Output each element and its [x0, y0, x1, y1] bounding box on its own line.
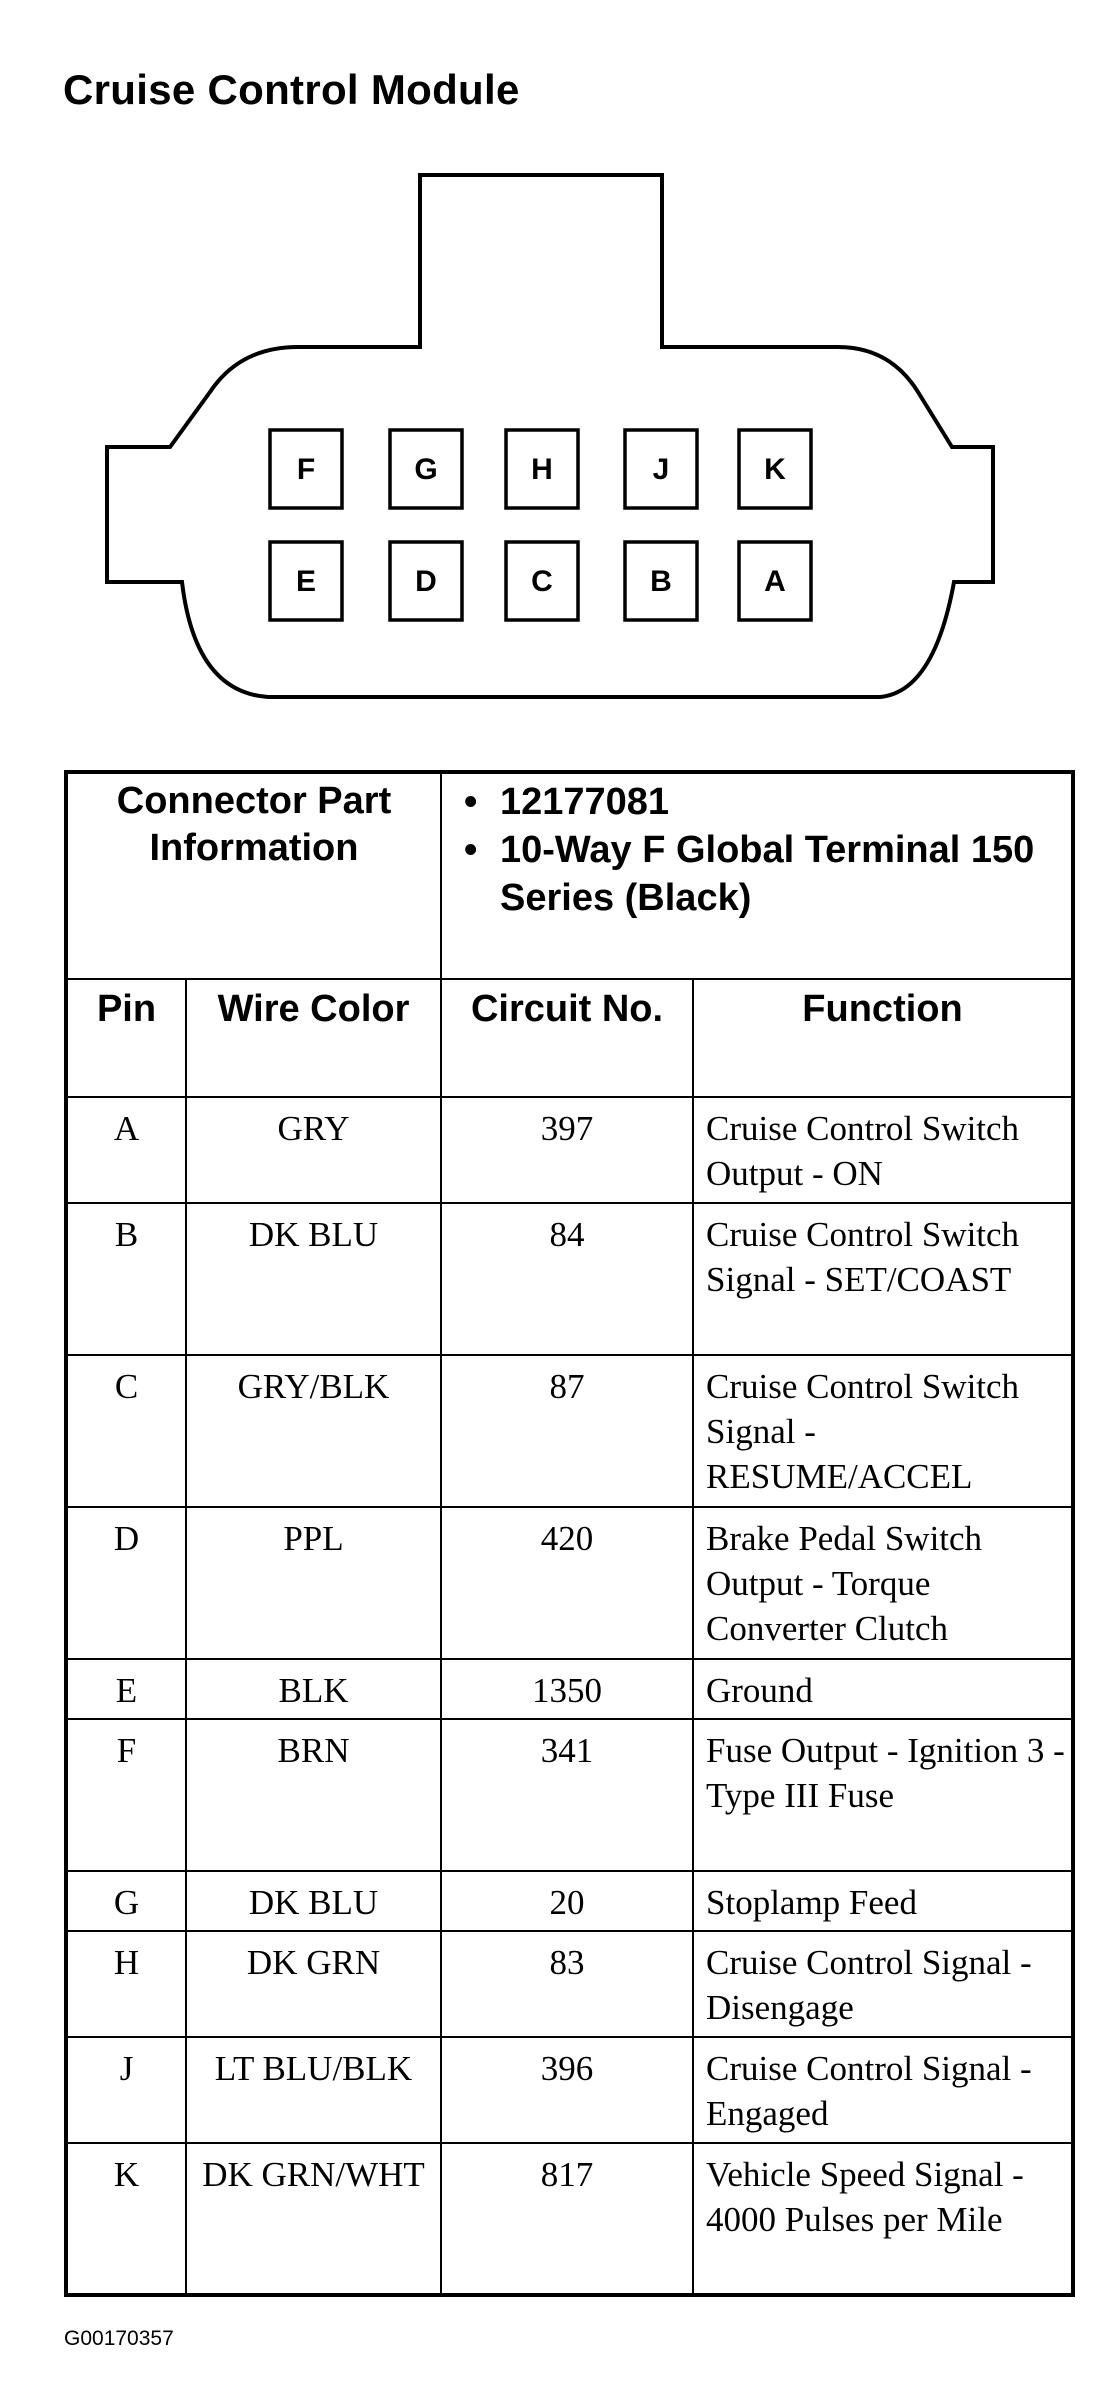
connector-pin-k: [739, 430, 811, 508]
table-row: [66, 1355, 1073, 1507]
connector-pin-label: F: [296, 453, 316, 486]
table-row: [66, 2037, 1073, 2143]
connector-pin-label: C: [531, 565, 553, 598]
function-cell: Brake Pedal Switch Output - Torque Converter Clutch: [693, 1507, 1073, 1659]
table-row: [66, 2143, 1073, 2295]
function-cell: Cruise Control Switch Signal - SET/COAST: [693, 1203, 1073, 1355]
table-row: [66, 1931, 1073, 2037]
connector-diagram: [0, 0, 1105, 740]
connector-pin-g: [390, 430, 462, 508]
table-row: [66, 1871, 1073, 1931]
function-cell: Stoplamp Feed: [693, 1871, 1073, 1931]
pin-cell: G: [66, 1871, 186, 1931]
pin-cell: C: [66, 1355, 186, 1507]
connector-pin-j: [625, 430, 697, 508]
table-row: [66, 1507, 1073, 1659]
circuit-cell: 83: [441, 1931, 693, 2037]
part-info-row: [66, 772, 1073, 979]
function-cell: Cruise Control Switch Signal - RESUME/ACCEL: [693, 1355, 1073, 1507]
circuit-cell: 420: [441, 1507, 693, 1659]
connector-pin-label: D: [415, 565, 437, 598]
header-pin: Pin: [66, 979, 186, 1097]
wire-color-cell: LT BLU/BLK: [186, 2037, 441, 2143]
connector-pin-f: [270, 430, 342, 508]
circuit-cell: 341: [441, 1719, 693, 1871]
connector-pin-label: E: [295, 565, 317, 598]
function-cell: Cruise Control Switch Output - ON: [693, 1097, 1073, 1203]
connector-pin-c: [506, 542, 578, 620]
wire-color-cell: BRN: [186, 1719, 441, 1871]
table-row: [66, 1659, 1073, 1719]
connector-pin-e: [270, 542, 342, 620]
pin-cell: E: [66, 1659, 186, 1719]
connector-pin-label: B: [650, 565, 672, 598]
connector-pin-b: [625, 542, 697, 620]
part-info-label: Connector Part Information: [66, 772, 441, 979]
connector-pin-h: [506, 430, 578, 508]
connector-pin-label: A: [764, 565, 786, 598]
header-wire-color: Wire Color: [186, 979, 441, 1097]
figure-code: G00170357: [64, 2327, 174, 2350]
pin-cell: H: [66, 1931, 186, 2037]
connector-pin-label: K: [764, 453, 786, 486]
function-cell: Cruise Control Signal - Engaged: [693, 2037, 1073, 2143]
part-info-values: [441, 772, 1073, 979]
table-row: [66, 1097, 1073, 1203]
column-header-row: [66, 979, 1073, 1097]
pin-cell: B: [66, 1203, 186, 1355]
part-number: • 12177081: [500, 778, 1071, 826]
wire-color-cell: PPL: [186, 1507, 441, 1659]
connector-pin-label: J: [652, 453, 670, 486]
page-title: Cruise Control Module: [63, 66, 520, 113]
function-cell: Vehicle Speed Signal - 4000 Pulses per Mile: [693, 2143, 1073, 2295]
wire-color-cell: GRY: [186, 1097, 441, 1203]
pin-cell: F: [66, 1719, 186, 1871]
header-function: Function: [693, 979, 1073, 1097]
circuit-cell: 87: [441, 1355, 693, 1507]
wire-color-cell: BLK: [186, 1659, 441, 1719]
pin-cell: A: [66, 1097, 186, 1203]
connector-pin-a: [739, 542, 811, 620]
pin-cell: J: [66, 2037, 186, 2143]
circuit-cell: 396: [441, 2037, 693, 2143]
function-cell: Ground: [693, 1659, 1073, 1719]
header-circuit-no: Circuit No.: [441, 979, 693, 1097]
circuit-cell: 84: [441, 1203, 693, 1355]
circuit-cell: 817: [441, 2143, 693, 2295]
circuit-cell: 397: [441, 1097, 693, 1203]
connector-pin-label: G: [414, 453, 438, 486]
terminal-description: • 10-Way F Global Terminal 150 Series (Black): [500, 826, 1071, 922]
connector-pin-label: H: [531, 453, 553, 486]
wire-color-cell: DK GRN/WHT: [186, 2143, 441, 2295]
circuit-cell: 20: [441, 1871, 693, 1931]
function-cell: Fuse Output - Ignition 3 - Type III Fuse: [693, 1719, 1073, 1871]
wire-color-cell: DK BLU: [186, 1203, 441, 1355]
wire-color-cell: DK BLU: [186, 1871, 441, 1931]
table-row: [66, 1203, 1073, 1355]
function-cell: Cruise Control Signal - Disengage: [693, 1931, 1073, 2037]
pin-cell: K: [66, 2143, 186, 2295]
connector-info-table: [64, 770, 1075, 2297]
circuit-cell: 1350: [441, 1659, 693, 1719]
pin-cell: D: [66, 1507, 186, 1659]
table-row: [66, 1719, 1073, 1871]
connector-pin-d: [390, 542, 462, 620]
wire-color-cell: DK GRN: [186, 1931, 441, 2037]
wire-color-cell: GRY/BLK: [186, 1355, 441, 1507]
